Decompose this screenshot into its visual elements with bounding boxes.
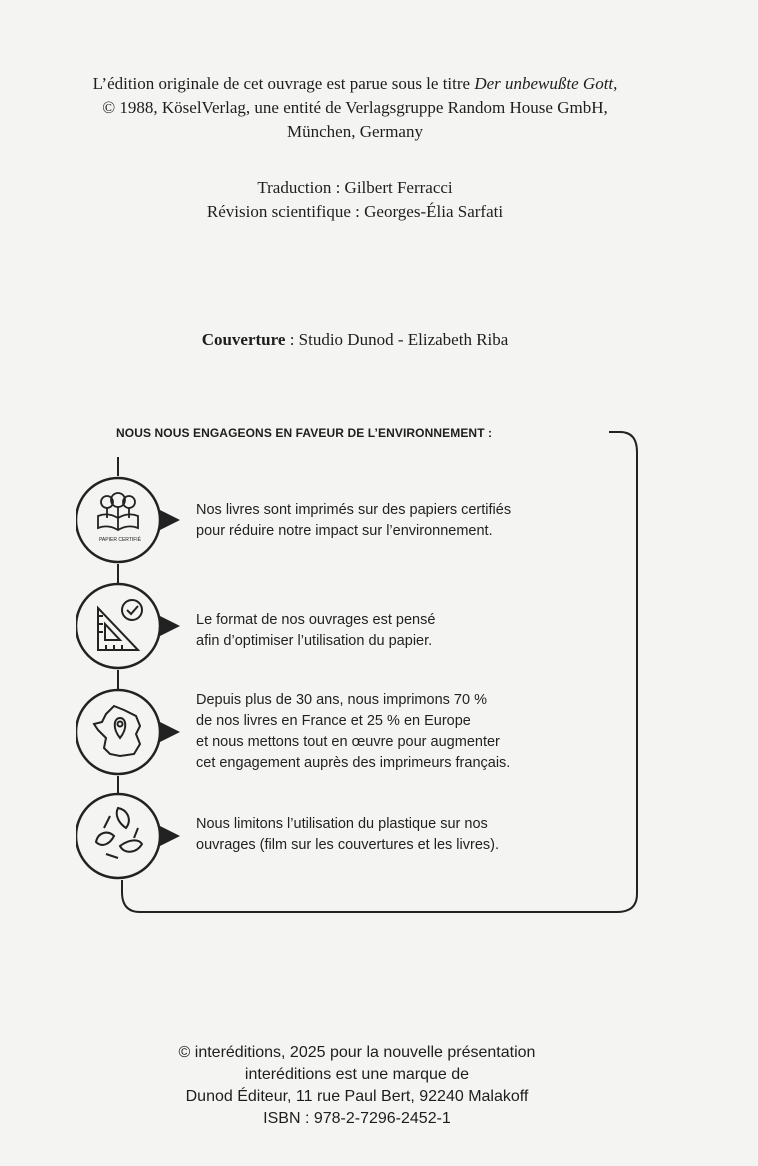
cover-value: : Studio Dunod - Elizabeth Riba — [285, 330, 509, 349]
env-item-plastic: Nous limitons l’utilisation du plastique sur nos ouvrages (film sur les couvertures et les livres). — [196, 816, 499, 853]
original-edition-line-2: © 1988, KöselVerlag, une entité de Verlagsgruppe Random House GmbH, — [102, 98, 608, 117]
france-map-pin-icon — [76, 688, 186, 778]
cover-label: Couverture — [201, 330, 286, 349]
trees-book-icon — [76, 476, 186, 566]
translation-credit: Traduction : Gilbert Ferracci — [257, 178, 453, 197]
footer-isbn: ISBN : 978-2-7296-2452-1 — [263, 1110, 451, 1127]
footer-imprint — [0, 1042, 714, 1130]
original-title: Der unbewußte Gott, — [474, 74, 618, 93]
env-item-printing-france: Depuis plus de 30 ans, nous imprimons 70 % de nos livres en France et 25 % en Europe et nous mettons tout en œuvre pour augmenter cet engagement auprès des imprimeurs français. — [196, 692, 511, 771]
recycle-leaves-icon — [76, 792, 186, 882]
ruler-check-icon — [76, 582, 186, 672]
env-item-certified-paper: Nos livres sont imprimés sur des papiers certifiés pour réduire notre impact sur l’environnement. — [196, 502, 512, 539]
footer-brand: interéditions est une marque de — [244, 1066, 470, 1083]
original-edition-line-3: München, Germany — [287, 122, 423, 141]
env-item-format: Le format de nos ouvrages est pensé afin d’optimiser l’utilisation du papier. — [196, 612, 436, 649]
footer-copyright: © interéditions, 2025 pour la nouvelle présentation — [178, 1044, 536, 1061]
footer-address: Dunod Éditeur, 11 rue Paul Bert, 92240 Malakoff — [185, 1088, 529, 1105]
revision-credit: Révision scientifique : Georges-Élia Sarfati — [206, 202, 504, 221]
original-edition-line-1: L’édition originale de cet ouvrage est parue sous le titre Der unbewußte Gott, — [92, 74, 618, 93]
badge-label: PAPIER CERTIFIÉ — [98, 537, 142, 543]
environment-heading: NOUS NOUS ENGAGEONS EN FAVEUR DE L’ENVIRONNEMENT : — [116, 426, 493, 440]
